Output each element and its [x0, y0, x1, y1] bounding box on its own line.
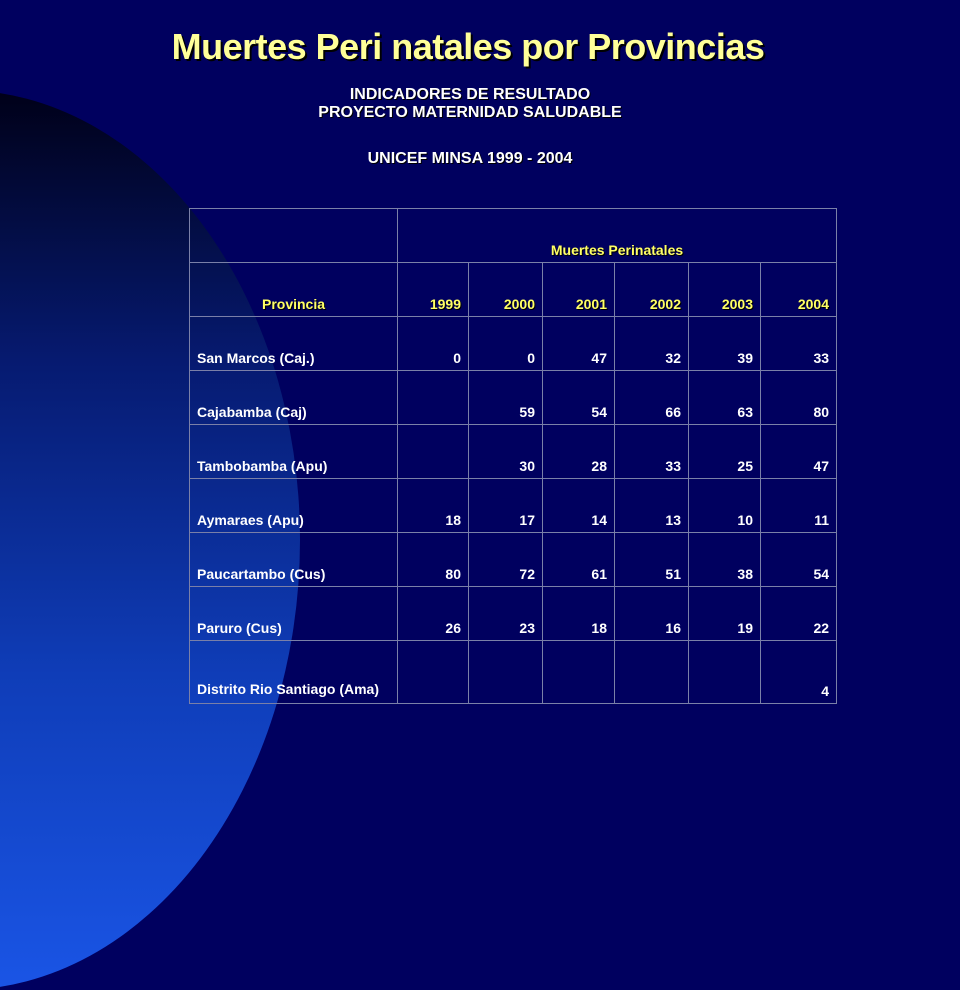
table-row [190, 371, 837, 425]
value-cell: 25 [689, 425, 761, 479]
value-cell: 10 [689, 479, 761, 533]
value-cell [398, 641, 469, 704]
column-header-2003: 2003 [689, 263, 761, 317]
provincia-cell: Tambobamba (Apu) [190, 425, 398, 479]
value-cell [543, 641, 615, 704]
subtitle-proyecto: PROYECTO MATERNIDAD SALUDABLE [318, 104, 622, 121]
value-cell [615, 641, 689, 704]
value-cell: 33 [761, 317, 837, 371]
value-cell: 47 [761, 425, 837, 479]
value-cell: 72 [469, 533, 543, 587]
value-cell: 18 [543, 587, 615, 641]
group-header-muertes-perinatales: Muertes Perinatales [398, 209, 837, 263]
value-cell: 54 [761, 533, 837, 587]
provincia-cell: Paruro (Cus) [190, 587, 398, 641]
table-row [190, 587, 837, 641]
value-cell: 17 [469, 479, 543, 533]
table-row [190, 641, 837, 704]
value-cell: 11 [761, 479, 837, 533]
column-header-2002: 2002 [615, 263, 689, 317]
value-cell: 51 [615, 533, 689, 587]
value-cell: 0 [469, 317, 543, 371]
value-cell [469, 641, 543, 704]
value-cell: 16 [615, 587, 689, 641]
value-cell: 13 [615, 479, 689, 533]
column-header-1999: 1999 [398, 263, 469, 317]
subtitle-unicef: UNICEF MINSA 1999 - 2004 [367, 150, 573, 167]
column-header-2000: 2000 [469, 263, 543, 317]
column-header-provincia: Provincia [190, 263, 398, 317]
value-cell: 23 [469, 587, 543, 641]
value-cell [398, 425, 469, 479]
table-row [190, 317, 837, 371]
provincia-cell: San Marcos (Caj.) [190, 317, 398, 371]
value-cell: 30 [469, 425, 543, 479]
value-cell: 14 [543, 479, 615, 533]
value-cell [689, 641, 761, 704]
value-cell: 0 [398, 317, 469, 371]
column-header-2001: 2001 [543, 263, 615, 317]
value-cell: 54 [543, 371, 615, 425]
value-cell: 28 [543, 425, 615, 479]
value-cell: 39 [689, 317, 761, 371]
table-row [190, 533, 837, 587]
provincia-cell: Aymaraes (Apu) [190, 479, 398, 533]
value-cell: 4 [761, 641, 837, 704]
value-cell [398, 371, 469, 425]
table-corner-cell [190, 209, 398, 263]
value-cell: 19 [689, 587, 761, 641]
value-cell: 26 [398, 587, 469, 641]
subtitle-indicadores: INDICADORES DE RESULTADO [349, 86, 591, 103]
slide-title: Muertes Peri natales por Provincias [171, 26, 765, 67]
value-cell: 32 [615, 317, 689, 371]
value-cell: 47 [543, 317, 615, 371]
value-cell: 61 [543, 533, 615, 587]
value-cell: 22 [761, 587, 837, 641]
table-group-header-row [190, 209, 837, 263]
value-cell: 80 [398, 533, 469, 587]
value-cell: 59 [469, 371, 543, 425]
value-cell: 63 [689, 371, 761, 425]
table-row [190, 425, 837, 479]
provincia-cell: Paucartambo (Cus) [190, 533, 398, 587]
perinatal-deaths-table [189, 208, 837, 704]
provincia-cell: Distrito Rio Santiago (Ama) [190, 641, 398, 704]
table-column-header-row [190, 263, 837, 317]
column-header-2004: 2004 [761, 263, 837, 317]
value-cell: 18 [398, 479, 469, 533]
value-cell: 38 [689, 533, 761, 587]
provincia-cell: Cajabamba (Caj) [190, 371, 398, 425]
value-cell: 66 [615, 371, 689, 425]
value-cell: 80 [761, 371, 837, 425]
table-row [190, 479, 837, 533]
value-cell: 33 [615, 425, 689, 479]
